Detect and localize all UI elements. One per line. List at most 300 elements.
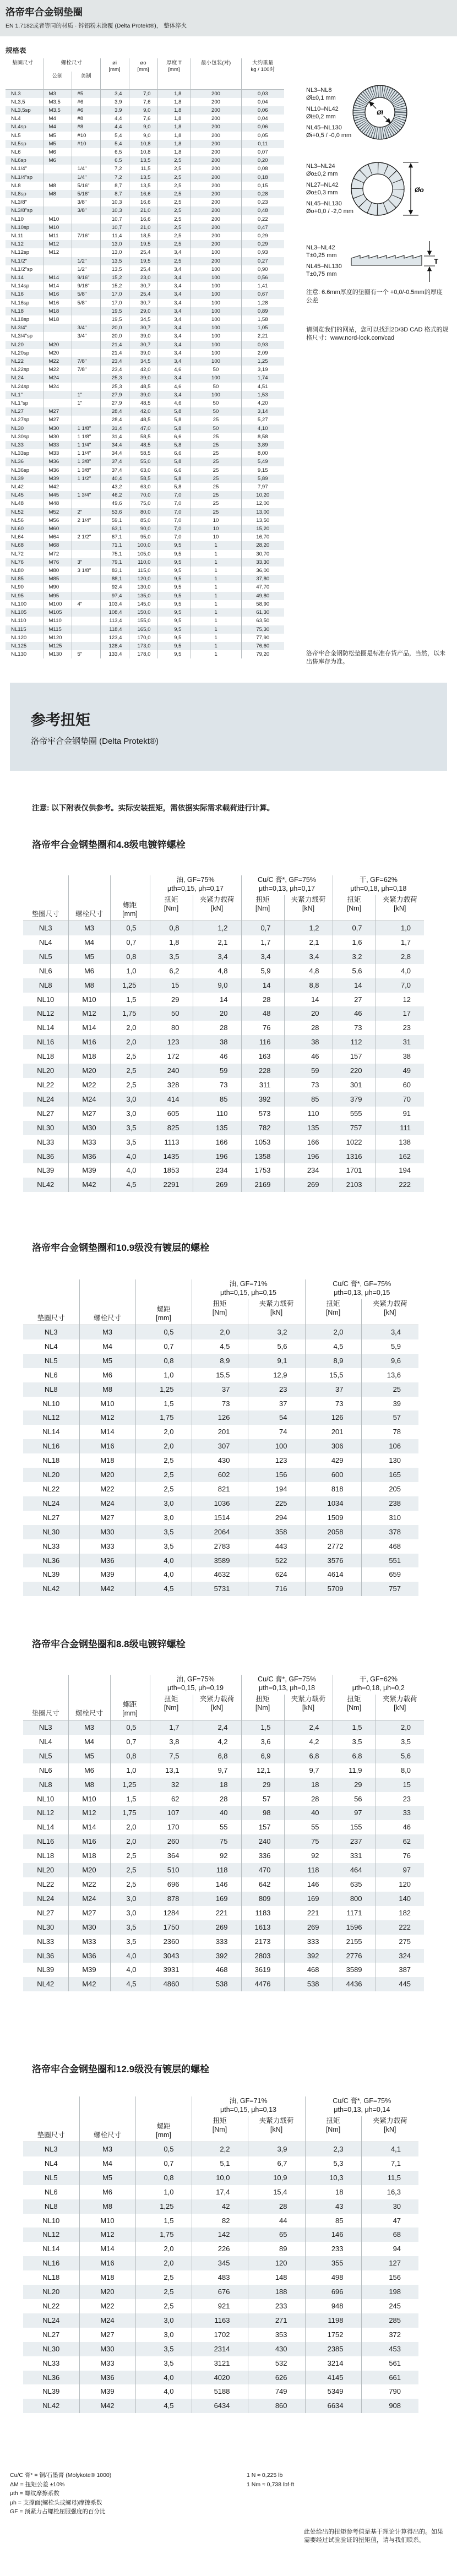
table-cell: 19,5 — [129, 240, 157, 248]
table-cell: 2173 — [241, 1935, 284, 1949]
table-cell: 757 — [361, 1582, 418, 1596]
table-cell: 225 — [248, 1496, 305, 1511]
table-cell: 8,00 — [241, 449, 284, 458]
table-cell: NL6sp — [11, 157, 26, 164]
table-cell: 3,0 — [110, 1092, 150, 1107]
table-cell: 2,5 — [135, 1468, 192, 1482]
table-cell: 555 — [333, 1107, 376, 1121]
table-cell: 9,5 — [157, 583, 191, 591]
table-cell: NL90 — [11, 584, 24, 591]
table-cell: 120 — [248, 2256, 305, 2270]
table-cell: 25 — [191, 499, 241, 508]
spec-table-row — [6, 315, 284, 324]
table-cell: 25 — [191, 475, 241, 483]
table-cell: 5/8" — [72, 299, 100, 307]
table-cell: 37,80 — [241, 575, 284, 583]
table-cell: 3,0 — [135, 2313, 192, 2328]
table-cell: NL8 — [44, 2202, 58, 2210]
table-cell: 200 — [191, 198, 241, 206]
table-cell: M6 — [43, 156, 72, 165]
torque-table-row — [23, 1920, 424, 1935]
table-cell: 1,8 — [157, 115, 191, 123]
table-cell: NL42 — [42, 1584, 60, 1593]
torque-section-title: 参考扭矩 — [31, 712, 90, 728]
table-cell: M27 — [79, 1511, 135, 1525]
table-cell: 1 1/8" — [72, 424, 100, 433]
table-cell: M10 — [68, 1792, 110, 1806]
table-cell: M22 — [68, 1877, 110, 1892]
spec-table-row — [6, 583, 284, 591]
torque-table-row — [23, 1792, 424, 1806]
table-cell: 2,5 — [110, 1049, 150, 1064]
table-cell: 37,4 — [100, 458, 129, 466]
table-cell: 311 — [241, 1078, 284, 1092]
table-cell — [72, 617, 100, 625]
col-header-washer-size: 垫圈尺寸 — [31, 1709, 59, 1717]
torque-table-row — [23, 1382, 418, 1397]
torque-table-2-title: 洛帝牢合金钢垫圈和10.9级没有镀层的螺栓 — [32, 1243, 210, 1253]
table-cell: 25 — [191, 441, 241, 449]
table-cell: 5709 — [305, 1582, 361, 1596]
table-cell: 9,5 — [157, 550, 191, 558]
table-cell: M14 — [79, 2242, 135, 2256]
torque-table-row — [23, 1749, 424, 1763]
col-header-washer-size: 垫圈尺寸 — [37, 1314, 65, 1322]
table-cell: 1,2 — [193, 921, 241, 935]
table-cell: 178,0 — [129, 650, 157, 658]
table-cell: 29 — [241, 1778, 284, 1792]
table-cell: NL85 — [11, 576, 24, 582]
torque-table-row — [23, 1368, 418, 1382]
table-cell: 234 — [193, 1163, 241, 1178]
table-cell: 120 — [376, 1877, 424, 1892]
table-cell: 3,8 — [150, 1735, 193, 1749]
table-cell: 27 — [333, 993, 376, 1007]
table-cell: 28,20 — [241, 541, 284, 549]
table-cell: M5 — [43, 140, 72, 148]
torque-table-row — [23, 1021, 424, 1035]
table-cell: 118,4 — [100, 625, 129, 634]
table-cell: 0,5 — [135, 2142, 192, 2156]
table-cell: M24 — [68, 1892, 110, 1906]
inner-diameter-tolerances — [306, 87, 351, 139]
table-cell: 6,6 — [157, 433, 191, 441]
table-cell: 9,0 — [129, 123, 157, 131]
outer-diameter-tolerances — [306, 163, 353, 215]
table-cell: 28 — [284, 1792, 333, 1806]
table-cell: 63,50 — [241, 617, 284, 625]
table-cell: NL14 — [42, 2245, 60, 2253]
table-cell: 1750 — [150, 1920, 193, 1935]
table-cell: 100 — [248, 1439, 305, 1453]
table-cell: 0,5 — [110, 921, 150, 935]
torque-table-row — [23, 964, 424, 978]
table-cell: 1,8 — [157, 89, 191, 98]
table-cell: 63,0 — [129, 466, 157, 475]
table-cell: NL3 — [11, 90, 21, 97]
table-cell: 126 — [305, 1410, 361, 1425]
table-cell: NL27 — [37, 1908, 55, 1917]
table-cell — [72, 541, 100, 549]
table-cell: 2,5 — [110, 1877, 150, 1892]
table-cell: 2,5 — [135, 2285, 192, 2299]
table-cell: 6434 — [192, 2399, 248, 2413]
table-cell: 1,53 — [241, 391, 284, 399]
table-cell: 1 1/4" — [72, 441, 100, 449]
spec-table-row — [6, 115, 284, 123]
table-cell: NL4 — [44, 2159, 58, 2167]
table-cell: 200 — [191, 156, 241, 165]
torque-table-2-body — [23, 1325, 418, 1597]
table-cell: 28 — [193, 1021, 241, 1035]
table-cell: 89 — [248, 2242, 305, 2256]
table-cell: 46 — [284, 1049, 333, 1064]
table-cell: 42 — [192, 2199, 248, 2214]
table-cell: 5,8 — [157, 483, 191, 491]
table-cell: 1 — [191, 550, 241, 558]
table-cell: M18 — [68, 1049, 110, 1064]
table-cell: 1752 — [305, 2328, 361, 2342]
table-cell: 7,0 — [157, 491, 191, 499]
table-cell: 82 — [192, 2214, 248, 2228]
table-cell: 100 — [191, 265, 241, 274]
spec-table-row — [6, 206, 284, 215]
table-cell — [72, 148, 100, 156]
table-cell: #10 — [72, 140, 100, 148]
table-cell: NL39 — [37, 1166, 55, 1175]
table-cell: 39,0 — [129, 349, 157, 357]
table-cell: NL10 — [11, 216, 24, 222]
table-cell: NL16 — [37, 1038, 55, 1047]
table-cell: M60 — [43, 525, 72, 533]
table-cell: 345 — [192, 2256, 248, 2270]
table-cell: 9,5 — [157, 642, 191, 650]
table-cell: 2" — [72, 508, 100, 516]
table-cell: 10,9 — [248, 2171, 305, 2185]
table-cell: 85 — [193, 1092, 241, 1107]
table-cell: 948 — [305, 2299, 361, 2313]
torque-table-row — [23, 1049, 424, 1064]
torque-table-row — [23, 1325, 418, 1339]
table-cell: NL76 — [11, 559, 24, 565]
table-cell: 269 — [284, 1920, 333, 1935]
table-cell: 5,8 — [157, 424, 191, 433]
table-cell: 3,14 — [241, 407, 284, 416]
table-cell: 15 — [150, 978, 193, 993]
table-cell: 9,1 — [248, 1354, 305, 1368]
torque-table-row — [23, 1963, 424, 1977]
table-cell: 379 — [333, 1092, 376, 1107]
table-cell: NL5 — [11, 132, 21, 139]
table-cell: 4,5 — [305, 1339, 361, 1354]
table-cell: M30 — [43, 433, 72, 441]
table-cell: 78 — [361, 1425, 418, 1439]
table-cell: NL22 — [37, 1080, 55, 1089]
table-cell: 3,4 — [157, 374, 191, 382]
table-cell: 50 — [191, 399, 241, 407]
table-cell: 1/4" — [72, 173, 100, 182]
table-cell: 14 — [284, 993, 333, 1007]
table-cell: 123 — [150, 1035, 193, 1049]
table-cell: M18 — [79, 1453, 135, 1468]
table-cell: 392 — [241, 1092, 284, 1107]
table-cell: 0,7 — [135, 2156, 192, 2171]
spec-table-row — [6, 240, 284, 248]
table-cell: M33 — [79, 1539, 135, 1554]
table-cell: 1 — [191, 608, 241, 617]
table-cell: 1509 — [305, 1511, 361, 1525]
table-cell: 9,5 — [157, 634, 191, 642]
table-cell: NL3/4" — [11, 325, 28, 331]
table-cell: 50 — [150, 1006, 193, 1021]
table-cell: 53,6 — [100, 508, 129, 516]
table-cell: 155 — [333, 1820, 376, 1834]
table-cell: 21,4 — [100, 341, 129, 349]
table-cell: NL20 — [37, 1866, 55, 1875]
table-cell: 100 — [191, 391, 241, 399]
table-cell: 8,8 — [284, 978, 333, 993]
table-cell: 16,6 — [129, 198, 157, 206]
table-cell: 0,18 — [241, 173, 284, 182]
table-cell: 757 — [333, 1121, 376, 1135]
table-cell: 9,5 — [157, 650, 191, 658]
torque-table-row — [23, 2299, 418, 2313]
torque-table-1-body — [23, 921, 424, 1192]
table-cell: NL24sp — [11, 383, 30, 390]
table-cell: 3,0 — [135, 2328, 192, 2342]
table-cell: M30 — [43, 424, 72, 433]
table-cell: 2,5 — [157, 173, 191, 182]
table-cell: 269 — [284, 1178, 333, 1192]
table-cell: NL12 — [37, 1009, 55, 1018]
table-cell: 1,8 — [157, 140, 191, 148]
table-cell: 532 — [248, 2356, 305, 2371]
table-cell: NL6 — [11, 149, 21, 155]
table-cell: 172 — [150, 1049, 193, 1064]
table-cell: 1,58 — [241, 315, 284, 324]
spec-table-row — [6, 508, 284, 516]
table-cell: 30,7 — [129, 324, 157, 332]
table-cell: 75 — [284, 1834, 333, 1849]
group-header-cuc-paste: Cu/C 膏*, GF=75% μth=0,13, μh=0,15 — [305, 1279, 418, 1299]
table-cell: M11 — [43, 232, 72, 240]
table-cell: M90 — [43, 583, 72, 591]
table-cell: NL18 — [37, 1851, 55, 1860]
table-cell: 165 — [361, 1468, 418, 1482]
table-cell: 4,8 — [193, 964, 241, 978]
table-cell: 127 — [361, 2256, 418, 2270]
spec-table-row — [6, 198, 284, 206]
torque-table-row — [23, 1468, 418, 1482]
table-cell: 85 — [284, 1092, 333, 1107]
table-cell: 2,5 — [157, 257, 191, 265]
torque-table-row — [23, 2328, 418, 2342]
spec-table-row — [6, 248, 284, 257]
table-cell: NL95 — [11, 592, 24, 599]
unit-conversions — [247, 2471, 294, 2489]
table-cell: 4,20 — [241, 399, 284, 407]
table-cell: 100 — [191, 248, 241, 257]
table-cell: 4860 — [150, 1977, 193, 1991]
table-cell: M20 — [68, 1863, 110, 1877]
table-cell: 676 — [192, 2285, 248, 2299]
col-header-bolt-size: 螺栓尺寸 — [68, 875, 110, 921]
table-cell: 226 — [192, 2242, 248, 2256]
table-cell: NL14 — [37, 1823, 55, 1832]
col-header-torque: 扭矩 [Nm] — [333, 1695, 376, 1720]
table-cell: 468 — [361, 1539, 418, 1554]
table-cell: NL14 — [42, 1428, 60, 1436]
spec-table-row — [6, 449, 284, 458]
table-cell: NL8sp — [11, 190, 26, 197]
table-cell: 0,7 — [333, 921, 376, 935]
table-cell: 3214 — [305, 2356, 361, 2371]
page-title: 洛帝牢合金钢垫圈 — [6, 7, 83, 18]
spec-table-row — [6, 274, 284, 282]
table-cell: 94 — [361, 2242, 418, 2256]
table-cell: 1 — [191, 541, 241, 549]
spec-table-row — [6, 567, 284, 575]
table-cell: 17,0 — [100, 299, 129, 307]
table-cell: 626 — [248, 2371, 305, 2385]
table-cell: NL3,5 — [11, 99, 25, 105]
table-cell: 1,0 — [376, 921, 424, 935]
table-cell: 28 — [193, 1792, 241, 1806]
footnote-torque-tolerance: ΔM = 扭矩公差 ±10% — [10, 2481, 65, 2488]
table-cell: 79,1 — [100, 558, 129, 567]
table-cell: 19,5 — [129, 257, 157, 265]
table-cell: M22 — [79, 1482, 135, 1496]
table-cell: 76 — [376, 1849, 424, 1863]
table-cell: 34,4 — [100, 441, 129, 449]
table-cell: 5/16" — [72, 182, 100, 190]
table-cell: 46,2 — [100, 491, 129, 499]
table-cell: 16,6 — [129, 215, 157, 224]
group-header-cuc-paste: Cu/C 膏*, GF=75% μth=0,13, μh=0,14 — [305, 2096, 418, 2116]
table-cell: M39 — [68, 1163, 110, 1178]
table-cell: 88,1 — [100, 575, 129, 583]
table-cell: 3,4 — [157, 391, 191, 399]
table-cell: 1 — [191, 650, 241, 658]
table-cell — [43, 391, 72, 399]
torque-table-row — [23, 1354, 418, 1368]
table-cell: 54 — [248, 1410, 305, 1425]
table-cell: 25 — [191, 466, 241, 475]
table-cell: 9,0 — [193, 978, 241, 993]
table-cell: 146 — [284, 1877, 333, 1892]
table-cell: 70,0 — [129, 491, 157, 499]
table-cell: 661 — [361, 2371, 418, 2385]
table-cell: 307 — [192, 1439, 248, 1453]
table-cell: 2314 — [192, 2342, 248, 2356]
col-header-inner-diameter: øi [mm] — [100, 58, 129, 89]
table-cell: 2,0 — [135, 2242, 192, 2256]
table-cell: 130,0 — [129, 583, 157, 591]
table-cell: 5,89 — [241, 475, 284, 483]
torque-table-row — [23, 1820, 424, 1834]
table-cell: 510 — [150, 1863, 193, 1877]
table-cell: 1053 — [241, 1135, 284, 1150]
table-cell: 156 — [248, 1468, 305, 1482]
table-cell: 146 — [193, 1877, 241, 1892]
torque-table-row — [23, 2270, 418, 2285]
table-cell: NL12sp — [11, 249, 30, 256]
table-cell: 25,4 — [129, 265, 157, 274]
table-cell: 7/8" — [72, 357, 100, 366]
table-cell — [72, 248, 100, 257]
spec-table-row — [6, 357, 284, 366]
table-cell: 271 — [248, 2313, 305, 2328]
torque-section-subtitle: 洛帝牢合金钢垫圈 (Delta Protekt®) — [31, 737, 159, 746]
table-cell: 2 1/2" — [72, 533, 100, 541]
table-cell: 105,0 — [129, 550, 157, 558]
table-cell: 50 — [191, 383, 241, 391]
table-cell: 20,0 — [100, 332, 129, 340]
table-cell: M45 — [43, 491, 72, 499]
table-cell: NL16 — [11, 291, 24, 298]
table-cell: 39 — [361, 1397, 418, 1411]
table-cell: 4,0 — [110, 1163, 150, 1178]
table-cell: 7,97 — [241, 483, 284, 491]
table-cell: 110,0 — [129, 558, 157, 567]
table-cell: M14 — [68, 1021, 110, 1035]
tolerance-range: NL3–NL8 — [306, 87, 332, 94]
tolerance-range: NL45–NL130 — [306, 200, 342, 207]
thickness-tolerance-note: 注意: 6.6mm厚度的垫圈有一个 +0,0/-0.5mm的厚度公差 — [306, 289, 443, 304]
table-cell: M3 — [43, 89, 72, 98]
table-cell: 2783 — [192, 1539, 248, 1554]
table-cell: 92 — [193, 1849, 241, 1863]
torque-table-row — [23, 1906, 424, 1920]
table-cell: M3 — [68, 921, 110, 935]
table-cell: 100 — [191, 341, 241, 349]
table-cell: M4 — [43, 123, 72, 131]
table-cell: NL27 — [42, 2330, 60, 2339]
table-cell: 200 — [191, 165, 241, 173]
table-cell: NL10 — [42, 1399, 60, 1408]
table-cell: 6,6 — [157, 466, 191, 475]
table-cell: 1,7 — [150, 1720, 193, 1735]
table-cell: 238 — [361, 1496, 418, 1511]
table-cell: 0,06 — [241, 106, 284, 115]
torque-table-row — [23, 1977, 424, 1991]
table-cell: 5,8 — [157, 416, 191, 424]
spec-table-row — [6, 307, 284, 315]
table-cell — [43, 265, 72, 274]
table-cell: 46 — [333, 1006, 376, 1021]
table-cell: 0,20 — [241, 156, 284, 165]
table-cell: M30 — [68, 1121, 110, 1135]
table-cell: 358 — [248, 1525, 305, 1539]
torque-table-row — [23, 993, 424, 1007]
table-cell: 9,0 — [129, 132, 157, 140]
table-cell: 364 — [150, 1849, 193, 1863]
table-cell: M22 — [68, 1078, 110, 1092]
stock-availability-note: 洛帝牢合金钢防松垫圈是标准存货产品，当然，以未出售库存为准。 — [306, 650, 445, 665]
table-cell: NL5 — [44, 2173, 58, 2182]
table-cell: 4,0 — [110, 1949, 150, 1963]
table-cell: M30 — [68, 1920, 110, 1935]
table-cell: 1,41 — [241, 282, 284, 290]
table-cell: M10 — [68, 993, 110, 1007]
table-cell: 0,06 — [241, 123, 284, 131]
table-cell: 0,04 — [241, 98, 284, 106]
table-cell: 21,0 — [129, 224, 157, 232]
col-header-bolt-size-group: 螺栓尺寸 — [43, 58, 100, 72]
table-cell: #6 — [72, 106, 100, 115]
table-cell: 4,4 — [100, 115, 129, 123]
spec-table-row — [6, 140, 284, 148]
